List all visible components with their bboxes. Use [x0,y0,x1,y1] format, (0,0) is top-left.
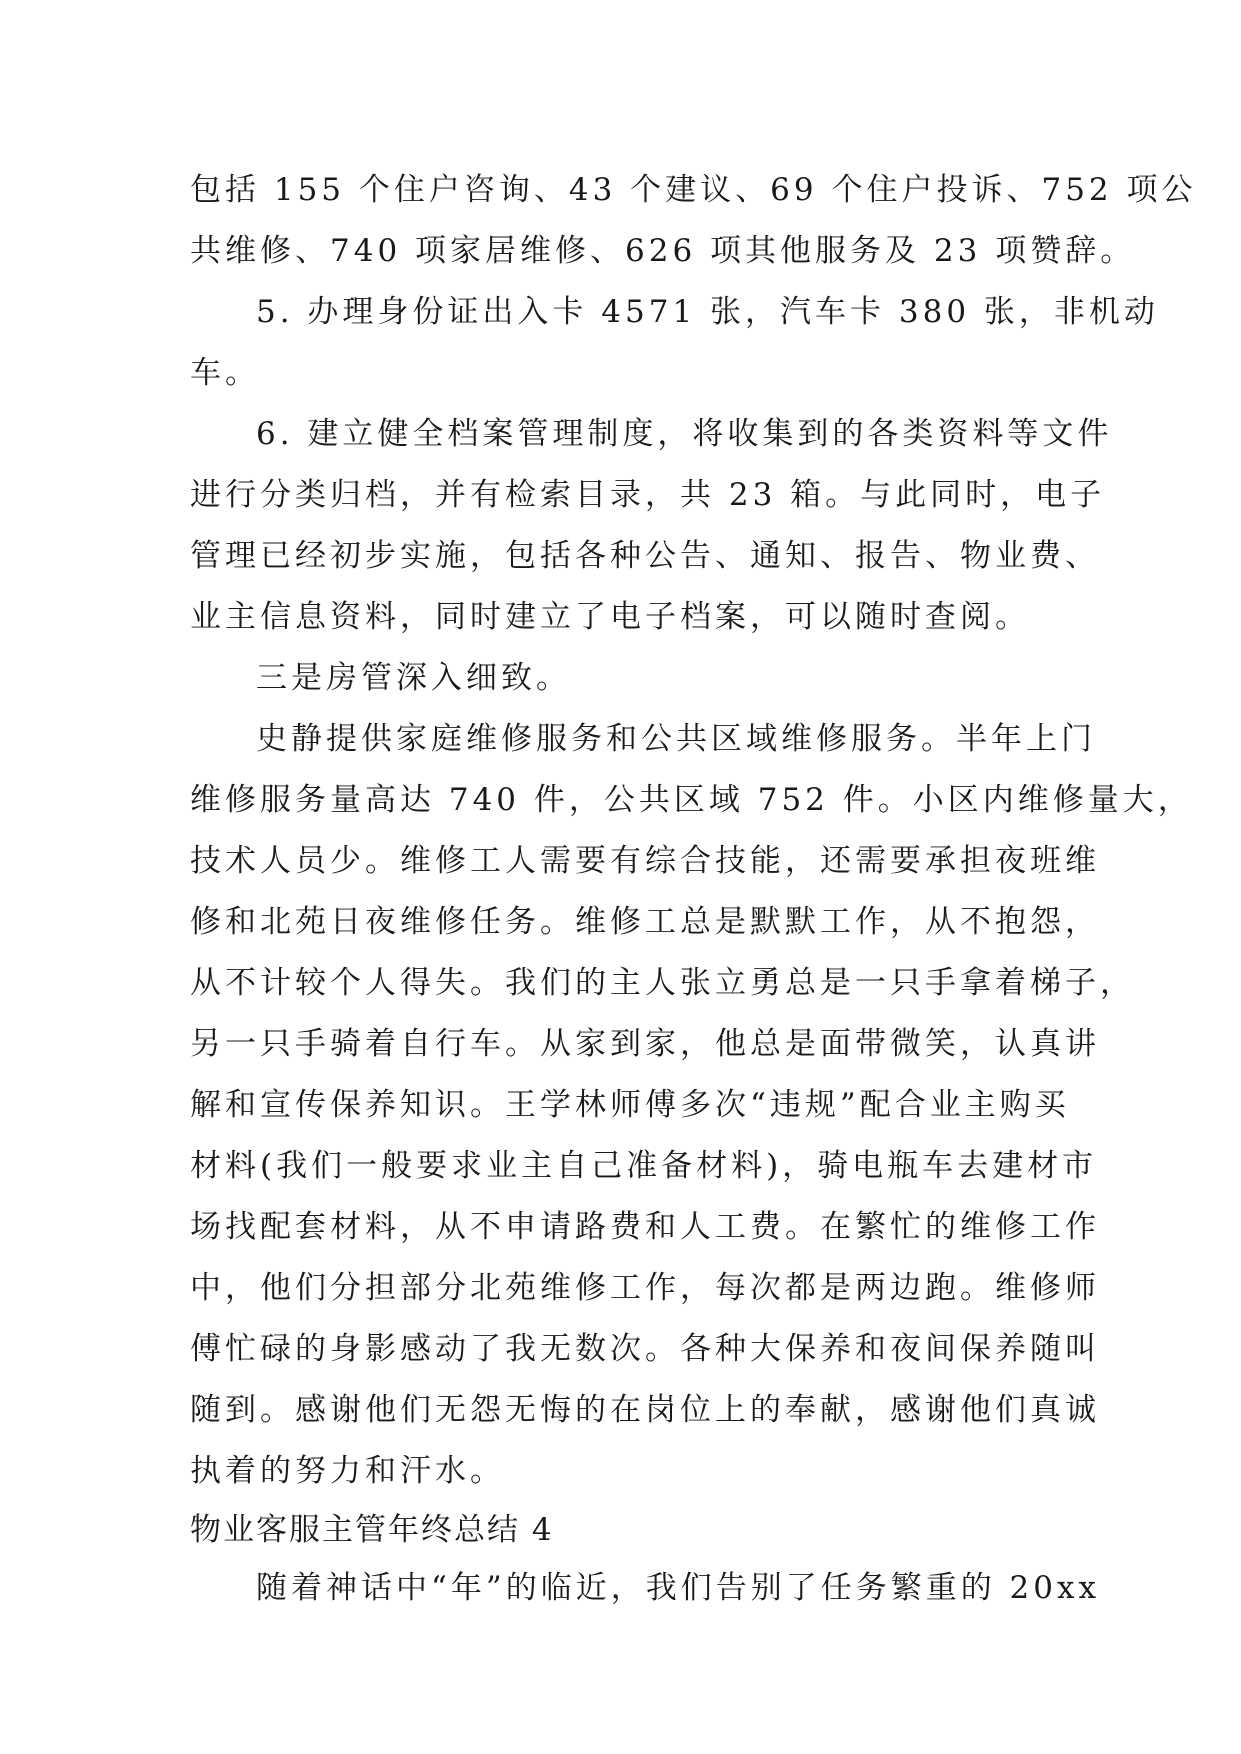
text-line: 另一只手骑着自行车。从家到家，他总是面带微笑，认真讲 [190,1026,1100,1062]
text-line: 中，他们分担部分北苑维修工作，每次都是两边跑。维修师 [190,1270,1100,1306]
text-line: 材料(我们一般要求业主自己准备材料)，骑电瓶车去建材市 [190,1148,1098,1184]
text-line: 车。 [190,355,260,391]
text-line: 场找配套材料，从不申请路费和人工费。在繁忙的维修工作 [190,1209,1100,1245]
text-line: 进行分类归档，并有检索目录，共 23 箱。与此同时，电子 [190,477,1106,513]
text-line: 执着的努力和汗水。 [190,1453,505,1489]
text-line: 史静提供家庭维修服务和公共区域维修服务。半年上门 [256,721,1096,757]
text-line: 6. 建立健全档案管理制度，将收集到的各类资料等文件 [256,416,1113,452]
text-line: 技术人员少。维修工人需要有综合技能，还需要承担夜班维 [190,843,1100,879]
text-line: 解和宣传保养知识。王学林师傅多次“违规”配合业主购买 [190,1087,1070,1123]
text-line: 5. 办理身份证出入卡 4571 张，汽车卡 380 张，非机动 [256,294,1159,330]
text-line: 修和北苑日夜维修任务。维修工总是默默工作，从不抱怨， [190,904,1100,940]
text-line: 随到。感谢他们无怨无悔的在岗位上的奉献，感谢他们真诚 [190,1392,1100,1428]
text-line: 共维修、740 项家居维修、626 项其他服务及 23 项赞辞。 [190,233,1136,269]
text-line: 业主信息资料，同时建立了电子档案，可以随时查阅。 [190,599,1030,635]
document-body [190,160,1197,1619]
text-line: 包括 155 个住户咨询、43 个建议、69 个住户投诉、752 项公 [190,172,1197,208]
text-line: 三是房管深入细致。 [256,660,571,696]
text-line: 维修服务量高达 740 件，公共区域 752 件。小区内维修量大， [190,782,1193,818]
section-heading: 物业客服主管年终总结 4 [190,1512,554,1548]
text-line: 随着神话中“年”的临近，我们告别了任务繁重的 20xx [256,1570,1100,1606]
text-line: 管理已经初步实施，包括各种公告、通知、报告、物业费、 [190,538,1100,574]
text-line: 从不计较个人得失。我们的主人张立勇总是一只手拿着梯子， [190,965,1135,1001]
text-line: 傅忙碌的身影感动了我无数次。各种大保养和夜间保养随叫 [190,1331,1100,1367]
